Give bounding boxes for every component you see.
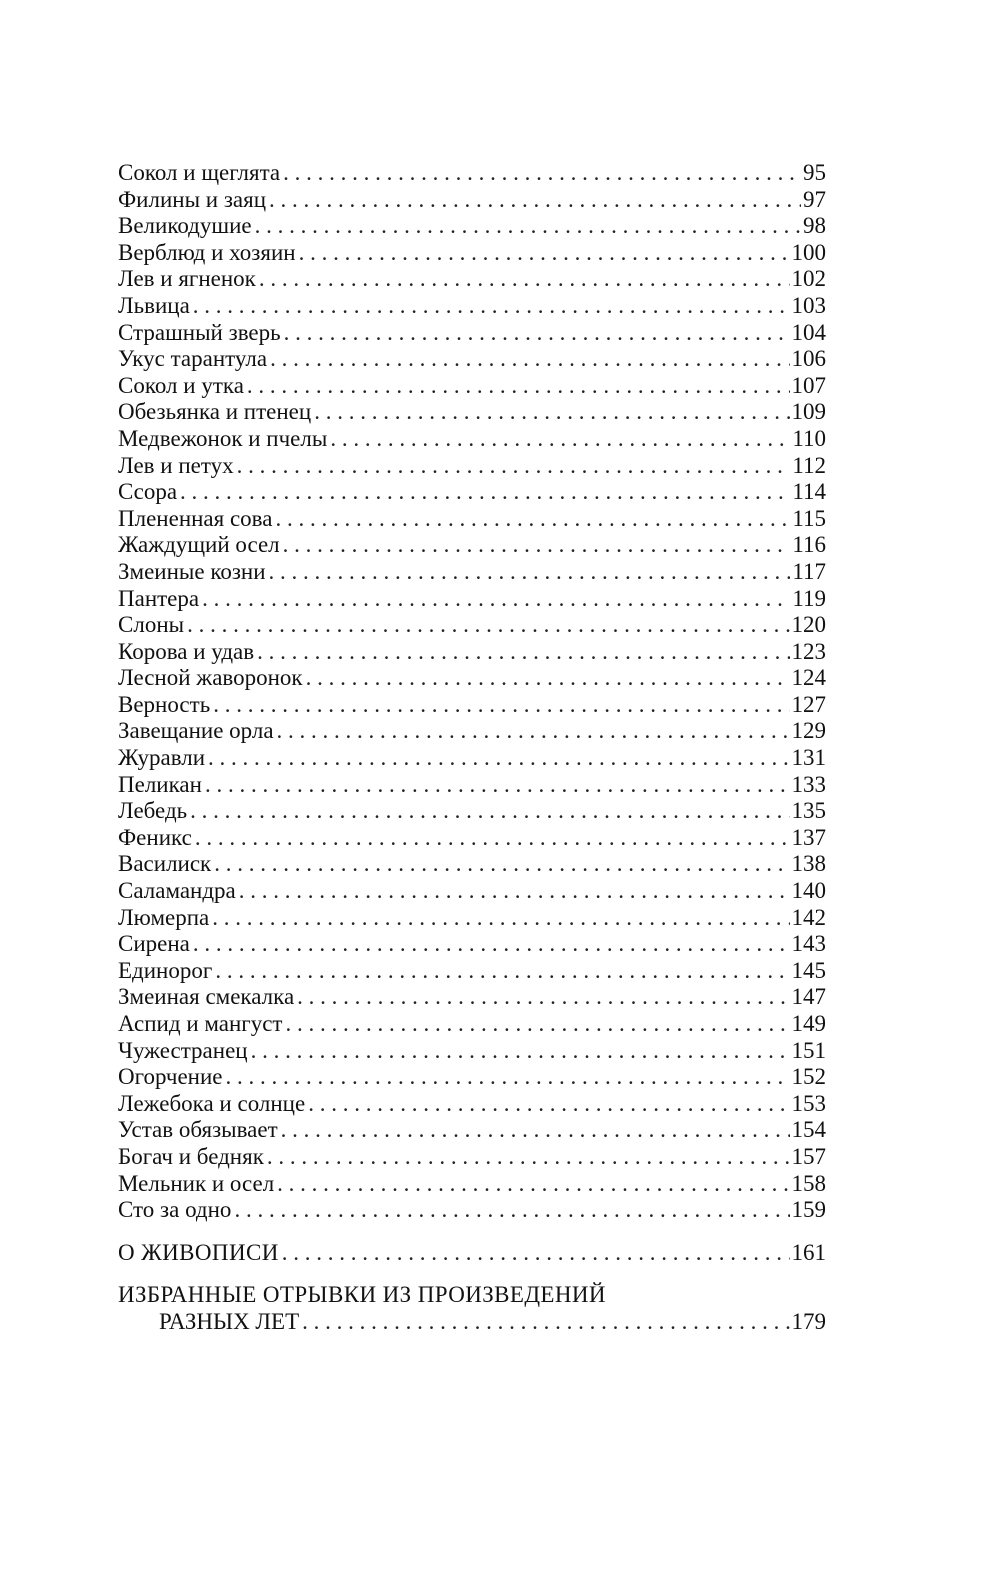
toc-entry-title: Сокол и утка: [118, 372, 244, 398]
table-of-contents: [118, 160, 826, 1336]
toc-entry: [118, 745, 826, 772]
dot-leader: [226, 1064, 790, 1091]
toc-entry: [118, 346, 826, 373]
toc-page-number: 135: [791, 798, 826, 824]
dot-leader: [282, 1240, 790, 1267]
toc-entry: [118, 665, 826, 692]
toc-entry-title: Феникс: [118, 824, 192, 850]
dot-leader: [239, 878, 790, 905]
toc-page-number: 104: [791, 319, 826, 345]
toc-page-number: 153: [791, 1090, 826, 1116]
toc-entry-title: Верность: [118, 691, 211, 717]
toc-entry: [118, 612, 826, 639]
toc-page-number: 143: [791, 931, 826, 957]
toc-entry-title: Львица: [118, 292, 190, 318]
toc-page-number: 117: [792, 558, 826, 584]
toc-entry: [118, 772, 826, 799]
toc-entry: [118, 984, 826, 1011]
toc-page-number: 109: [791, 399, 826, 425]
toc-entry: [118, 905, 826, 932]
toc-entry: [118, 479, 826, 506]
toc-section-title-line1: ИЗБРАННЫЕ ОТРЫВКИ ИЗ ПРОИЗВЕДЕНИЙ: [118, 1282, 606, 1308]
toc-entry-title: Единорог: [118, 957, 213, 983]
dot-leader: [193, 293, 790, 320]
dot-leader: [269, 559, 791, 586]
toc-entry: [118, 213, 826, 240]
toc-entry: [118, 240, 826, 267]
toc-entry: [118, 1144, 826, 1171]
toc-page-number: 137: [791, 824, 826, 850]
toc-page-number: 123: [791, 638, 826, 664]
dot-leader: [299, 240, 790, 267]
toc-entry-title: Корова и удав: [118, 638, 255, 664]
toc-entry: [118, 718, 826, 745]
toc-page-number: 152: [791, 1064, 826, 1090]
toc-entry-title: Сирена: [118, 931, 190, 957]
toc-entry: [118, 160, 826, 187]
dot-leader: [180, 479, 790, 506]
dot-leader: [208, 745, 789, 772]
toc-page-number: 157: [791, 1143, 826, 1169]
toc-section-title: О ЖИВОПИСИ: [118, 1239, 279, 1265]
dot-leader: [275, 506, 790, 533]
toc-entry-title: Верблюд и хозяин: [118, 239, 296, 265]
toc-page-number: 110: [792, 425, 826, 451]
toc-entry-title: Укус тарантула: [118, 346, 268, 372]
dot-leader: [297, 984, 789, 1011]
toc-entry-title: Саламандра: [118, 878, 236, 904]
toc-page-number: 131: [791, 745, 826, 771]
toc-entry-title: Люмерпа: [118, 904, 210, 930]
toc-entry-title: Аспид и мангуст: [118, 1011, 283, 1036]
dot-leader: [251, 1038, 790, 1065]
toc-entry: [118, 1011, 826, 1038]
toc-entry-title: Плененная сова: [118, 505, 273, 531]
toc-entry: [118, 1117, 826, 1144]
dot-leader: [330, 426, 790, 453]
toc-page-number: 106: [791, 346, 826, 372]
toc-entry: [118, 506, 826, 533]
toc-page-number: 100: [791, 239, 826, 265]
dot-leader: [267, 1144, 790, 1171]
toc-entry-title: Обезьянка и птенец: [118, 399, 312, 425]
toc-entry: [118, 187, 826, 214]
toc-entry: [118, 825, 826, 852]
toc-entry-title: Лесной жаворонок: [118, 665, 303, 691]
toc-entry: [118, 1171, 826, 1198]
toc-entry-title: Устав обязывает: [118, 1117, 278, 1143]
toc-entry: [118, 266, 826, 293]
toc-entry-title: Лев и петух: [118, 452, 234, 478]
dot-leader: [187, 612, 789, 639]
toc-page-number: 159: [791, 1197, 826, 1223]
toc-entry: [118, 532, 826, 559]
toc-entry-title: Великодушие: [118, 213, 252, 239]
dot-leader: [215, 958, 789, 985]
toc-page-number: 138: [791, 851, 826, 877]
dot-leader: [270, 346, 789, 373]
toc-page-number: 115: [792, 505, 826, 531]
dot-leader: [193, 931, 790, 958]
toc-entry-title: Лежебока и солнце: [118, 1090, 306, 1116]
toc-entry-title: Слоны: [118, 612, 185, 638]
dot-leader: [190, 798, 789, 825]
toc-entry-title: Чужестранец: [118, 1037, 248, 1063]
toc-entry-title: Богач и бедняк: [118, 1143, 264, 1169]
toc-section-title-line2-row: [118, 1309, 826, 1336]
toc-page-number: 149: [791, 1011, 826, 1036]
toc-entry: [118, 639, 826, 666]
dot-leader: [314, 399, 789, 426]
toc-entry-title: Страшный зверь: [118, 319, 281, 345]
toc-entry-list: [118, 160, 826, 1224]
dot-leader: [247, 373, 790, 400]
toc-page-number: 147: [791, 984, 826, 1010]
dot-leader: [285, 1011, 789, 1038]
toc-entry-title: Лебедь: [118, 798, 188, 824]
dot-leader: [195, 825, 790, 852]
toc-entry-title: Мельник и осел: [118, 1170, 275, 1196]
toc-entry: [118, 958, 826, 985]
dot-leader: [283, 160, 801, 187]
dot-leader: [213, 692, 789, 719]
toc-page-number: 142: [791, 904, 826, 930]
toc-entry-title: Змеиные козни: [118, 558, 266, 584]
toc-entry-title: Василиск: [118, 851, 212, 877]
dot-leader: [202, 586, 790, 613]
toc-page-number: 127: [791, 691, 826, 717]
toc-page-number: 103: [791, 292, 826, 318]
toc-page-number: 102: [791, 266, 826, 292]
toc-page-number: 116: [792, 532, 826, 558]
toc-entry-title: Завещание орла: [118, 718, 274, 744]
toc-entry-title: Пеликан: [118, 771, 202, 797]
toc-entry: [118, 851, 826, 878]
toc-section-title-line2: РАЗНЫХ ЛЕТ: [159, 1308, 300, 1334]
toc-page-number: 112: [792, 452, 826, 478]
dot-leader: [234, 1197, 789, 1224]
dot-leader: [255, 213, 801, 240]
toc-page-number: 124: [791, 665, 826, 691]
toc-entry-title: Жаждущий осел: [118, 532, 280, 558]
toc-page-number: 133: [791, 771, 826, 797]
dot-leader: [205, 772, 790, 799]
toc-entry: [118, 399, 826, 426]
toc-entry: [118, 692, 826, 719]
dot-leader: [277, 1171, 789, 1198]
toc-page-number: 129: [791, 718, 826, 744]
dot-leader: [302, 1309, 789, 1336]
toc-entry-title: Сокол и щеглята: [118, 160, 281, 185]
toc-page-number: 119: [792, 585, 826, 611]
dot-leader: [277, 718, 790, 745]
toc-entry: [118, 1091, 826, 1118]
toc-entry: [118, 878, 826, 905]
toc-entry: [118, 1038, 826, 1065]
toc-entry: [118, 1197, 826, 1224]
toc-entry-title: Огорчение: [118, 1064, 223, 1090]
toc-entry: [118, 1064, 826, 1091]
dot-leader: [283, 532, 791, 559]
toc-page-number: 151: [791, 1037, 826, 1063]
dot-leader: [269, 187, 801, 214]
dot-leader: [214, 851, 789, 878]
toc-entry: [118, 798, 826, 825]
toc-page-number: 114: [792, 479, 826, 505]
toc-entry: [118, 373, 826, 400]
toc-section-excerpts: [118, 1282, 826, 1335]
toc-page-number: 145: [791, 957, 826, 983]
toc-entry: [118, 586, 826, 613]
dot-leader: [237, 453, 791, 480]
toc-entry-title: Журавли: [118, 745, 206, 771]
toc-page-number: 158: [791, 1170, 826, 1196]
toc-entry-title: Лев и ягненок: [118, 266, 256, 292]
dot-leader: [306, 665, 790, 692]
dot-leader: [284, 320, 790, 347]
toc-entry-title: Пантера: [118, 585, 200, 611]
toc-page-number: 161: [791, 1239, 826, 1265]
toc-entry: [118, 453, 826, 480]
toc-page-number: 97: [803, 186, 826, 212]
toc-entry-title: Медвежонок и пчелы: [118, 425, 328, 451]
toc-entry: [118, 426, 826, 453]
toc-entry: [118, 320, 826, 347]
toc-entry: [118, 559, 826, 586]
toc-entry: [118, 293, 826, 320]
toc-section-painting: [118, 1240, 826, 1267]
toc-page-number: 140: [791, 878, 826, 904]
toc-page-number: 120: [791, 612, 826, 638]
toc-page-number: 179: [791, 1308, 826, 1334]
dot-leader: [308, 1091, 789, 1118]
toc-entry-title: Сто за одно: [118, 1197, 232, 1223]
toc-entry-title: Филины и заяц: [118, 186, 267, 212]
toc-page-number: 95: [803, 160, 826, 185]
dot-leader: [212, 905, 789, 932]
toc-page-number: 154: [791, 1117, 826, 1143]
dot-leader: [281, 1117, 790, 1144]
toc-page-number: 98: [803, 213, 826, 239]
dot-leader: [257, 639, 789, 666]
toc-entry: [118, 931, 826, 958]
toc-entry-title: Змеиная смекалка: [118, 984, 295, 1010]
toc-entry-title: Ссора: [118, 479, 178, 505]
dot-leader: [259, 266, 790, 293]
toc-page-number: 107: [791, 372, 826, 398]
